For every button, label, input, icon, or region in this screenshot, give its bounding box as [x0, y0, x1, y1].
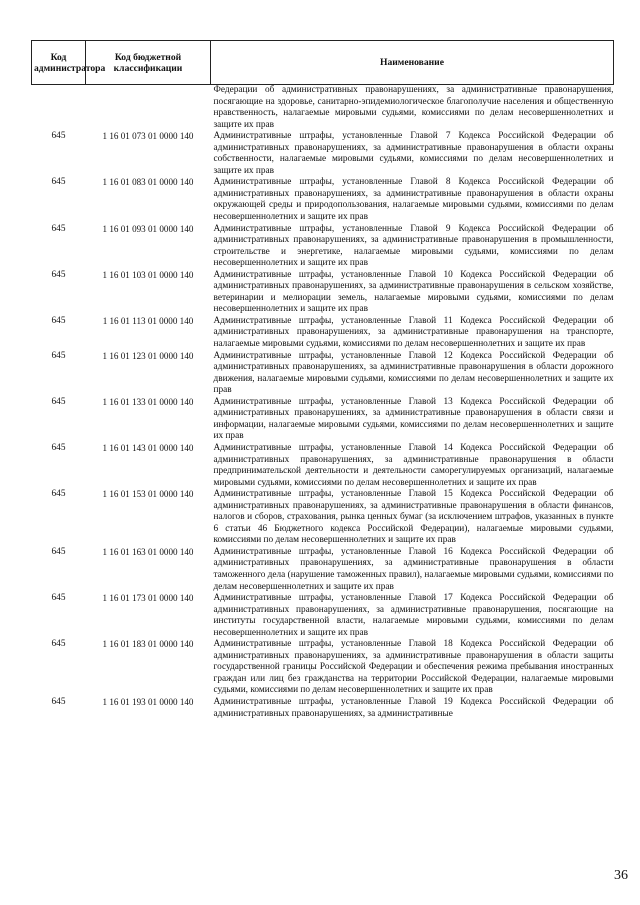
cell-name: Административные штрафы, установленные Главой 14 Кодекса Российской Федерации об административных правонарушениях, за административные правонарушения в области предпринимательской деятельности и деятельности саморегулируемых организаций, налагаемые мировыми судьями, комиссиями по делам несовершеннолетних и защите их прав: [213, 442, 614, 488]
cell-admin-code: 645: [51, 269, 66, 280]
table-row: [32, 489, 614, 547]
cell-budget-code: 1 16 01 093 01 0000 140: [102, 223, 194, 234]
cell-admin-code: 645: [51, 696, 66, 707]
cell-name: Административные штрафы, установленные Главой 7 Кодекса Российской Федерации об административных правонарушениях, за административные правонарушения в области охраны собственности, налагаемые мировыми судьями, комиссиями по делам несовершеннолетних и защите их прав: [213, 131, 614, 176]
cell-name: Административные штрафы, установленные Главой 9 Кодекса Российской Федерации об административных правонарушениях, за административные правонарушения в промышленности, строительстве и энергетике, налагаемые мировыми судьями, комиссиями по делам несовершеннолетних и защите их прав: [213, 223, 614, 269]
table-row: [32, 639, 614, 697]
cell-admin-code: 645: [51, 442, 66, 453]
cell-admin-code: 645: [51, 350, 66, 361]
cell-budget-code: 1 16 01 133 01 0000 140: [102, 396, 194, 407]
table-row: [32, 351, 614, 397]
cell-name: Административные штрафы, установленные Главой 11 Кодекса Российской Федерации об административных правонарушениях, за административные правонарушения на транспорте, налагаемые мировыми судьями, комиссиями по делам несовершеннолетних и защите их прав: [213, 315, 614, 350]
cell-name: Административные штрафы, установленные Главой 18 Кодекса Российской Федерации об административных правонарушениях, за административные правонарушения в области защиты государственной границы Российской Федерации и обеспечения режима пребывания иностранных граждан или лиц без гражданства на территории Российской Федерации, налагаемые мировыми судьями, комиссиями по делам несовершеннолетних и защите их прав: [213, 639, 614, 696]
table-row: [32, 697, 614, 720]
cell-admin-code: 645: [51, 396, 66, 407]
cell-name: Административные штрафы, установленные Главой 17 Кодекса Российской Федерации об административных правонарушениях, за административные правонарушения, посягающие на институты государственной власти, налагаемые мировыми судьями, комиссиями по делам несовершеннолетних и защите их прав: [213, 593, 614, 638]
cell-budget-code: 1 16 01 143 01 0000 140: [102, 442, 194, 453]
cell-budget-code: [86, 85, 211, 132]
cell-budget-code: 1 16 01 123 01 0000 140: [102, 350, 194, 361]
table-row: [32, 593, 614, 639]
cell-budget-code: 1 16 01 083 01 0000 140: [102, 177, 194, 188]
cell-name: Административные штрафы, установленные Главой 15 Кодекса Российской Федерации об административных правонарушениях, за административные правонарушения в области финансов, налогов и сборов, страхования, рынка ценных бумаг (за исключением штрафов, указанных в пункте 6 статьи 46 Бюджетного кодекса Российской Федерации), налагаемые мировыми судьями, комиссиями по делам несовершеннолетних и защите их прав: [213, 489, 614, 546]
cell-admin-code: 645: [51, 223, 66, 234]
cell-name: Административные штрафы, установленные Главой 10 Кодекса Российской Федерации об административных правонарушениях, за административные правонарушения в сельском хозяйстве, ветеринарии и мелиорации земель, налагаемые мировыми судьями, комиссиями по делам несовершеннолетних и защите их прав: [213, 269, 614, 315]
cell-name: Административные штрафы, установленные Главой 16 Кодекса Российской Федерации об административных правонарушениях, за административные правонарушения в области таможенного дела (нарушение таможенных правил), налагаемые мировыми судьями, комиссиями по делам несовершеннолетних и защите их прав: [213, 546, 614, 592]
cell-admin-code: 645: [51, 131, 66, 142]
cell-admin-code: 645: [51, 546, 66, 557]
cell-admin-code: 645: [51, 639, 66, 650]
table-row: [32, 177, 614, 223]
cell-budget-code: 1 16 01 153 01 0000 140: [102, 489, 194, 500]
cell-budget-code: 1 16 01 163 01 0000 140: [102, 546, 194, 557]
header-admin-code: Код администратора: [32, 41, 86, 85]
cell-admin-code: [32, 85, 86, 132]
cell-admin-code: 645: [51, 593, 66, 604]
cell-budget-code: 1 16 01 103 01 0000 140: [102, 269, 194, 280]
cell-name: Административные штрафы, установленные Главой 12 Кодекса Российской Федерации об административных правонарушениях, за административные правонарушения в области дорожного движения, налагаемые мировыми судьями, комиссиями по делам несовершеннолетних и защите их прав: [213, 350, 614, 396]
budget-codes-table: [31, 40, 614, 720]
table-row: [32, 131, 614, 177]
cell-admin-code: 645: [51, 489, 66, 500]
cell-name: Административные штрафы, установленные Главой 8 Кодекса Российской Федерации об административных правонарушениях, за административные правонарушения в области охраны окружающей среды и природопользования, налагаемые мировыми судьями, комиссиями по делам несовершеннолетних и защите их прав: [213, 177, 614, 223]
cell-name: Административные штрафы, установленные Главой 13 Кодекса Российской Федерации об административных правонарушениях, за административные правонарушения в области связи и информации, налагаемые мировыми судьями, комиссиями по делам несовершеннолетних и защите их прав: [213, 396, 614, 442]
table-header-row: [32, 41, 614, 85]
table-row: [32, 270, 614, 316]
cell-budget-code: 1 16 01 193 01 0000 140: [102, 696, 194, 707]
cell-admin-code: 645: [51, 315, 66, 326]
page-number: 36: [614, 868, 628, 883]
header-budget-code: Код бюджетной классификации: [86, 41, 211, 85]
cell-budget-code: 1 16 01 183 01 0000 140: [102, 639, 194, 650]
header-name: Наименование: [211, 41, 614, 85]
cell-budget-code: 1 16 01 113 01 0000 140: [102, 315, 194, 326]
cell-budget-code: 1 16 01 173 01 0000 140: [102, 593, 194, 604]
cell-name: Административные штрафы, установленные Главой 19 Кодекса Российской Федерации об административных правонарушениях, за административные: [213, 696, 614, 719]
table-body: [32, 85, 614, 721]
table-row: [32, 443, 614, 489]
table-row: [32, 397, 614, 443]
table-row: [32, 224, 614, 270]
table-row: [32, 85, 614, 132]
table-row: [32, 547, 614, 593]
cell-name: Федерации об административных правонарушениях, за административные правонарушения, посягающие на здоровье, санитарно-эпидемиологическое благополучие населения и общественную нравственность, налагаемые мировыми судьями, комиссиями по делам несовершеннолетних и защите их прав: [213, 85, 614, 130]
table-row: [32, 316, 614, 351]
cell-admin-code: 645: [51, 177, 66, 188]
cell-budget-code: 1 16 01 073 01 0000 140: [102, 131, 194, 142]
